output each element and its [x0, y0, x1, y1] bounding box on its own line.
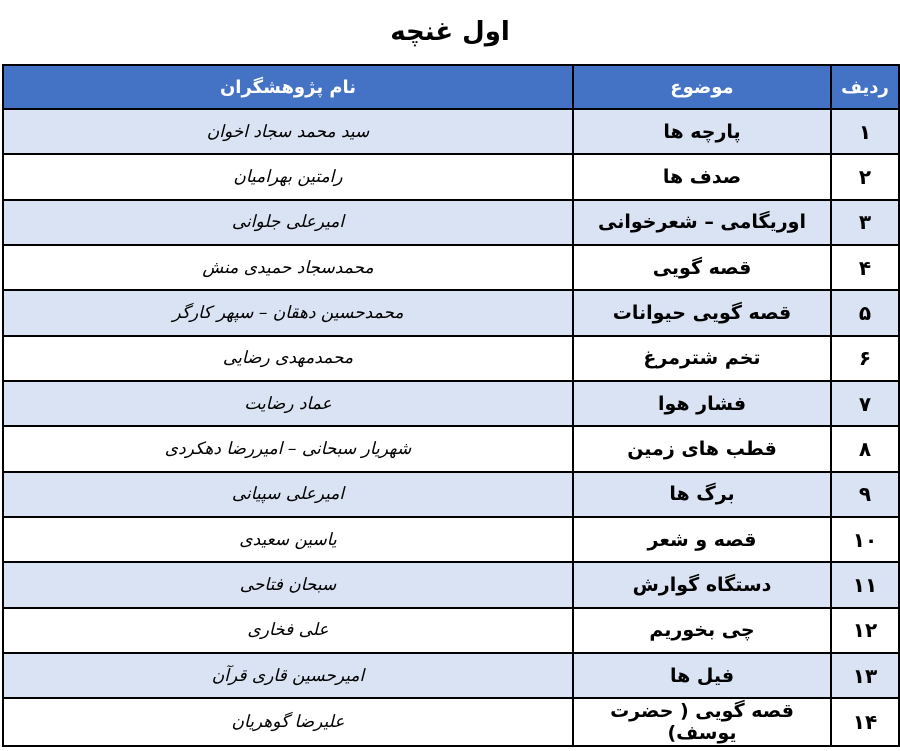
row-topic: تخم شترمرغ — [573, 336, 831, 381]
row-number: ۱۲ — [831, 608, 899, 653]
row-topic: چی بخوریم — [573, 608, 831, 653]
row-topic: قطب های زمین — [573, 426, 831, 471]
row-researchers: علیرضا گوهریان — [3, 698, 573, 746]
header-row-number: ردیف — [831, 65, 899, 109]
table-row — [3, 426, 899, 471]
table-row — [3, 245, 899, 290]
table-row — [3, 517, 899, 562]
row-topic: برگ ها — [573, 472, 831, 517]
row-researchers: محمدحسین دهقان – سپهر کارگر — [3, 290, 573, 335]
row-number: ۱۰ — [831, 517, 899, 562]
table-row — [3, 381, 899, 426]
table-row — [3, 200, 899, 245]
row-researchers: سید محمد سجاد اخوان — [3, 109, 573, 154]
row-topic: فیل ها — [573, 653, 831, 698]
row-researchers: محمدسجاد حمیدی منش — [3, 245, 573, 290]
row-researchers: شهریار سبحانی – امیررضا دهکردی — [3, 426, 573, 471]
researchers-table — [2, 64, 900, 747]
row-number: ۵ — [831, 290, 899, 335]
row-number: ۷ — [831, 381, 899, 426]
table-row — [3, 653, 899, 698]
table-body — [3, 109, 899, 746]
header-topic: موضوع — [573, 65, 831, 109]
row-researchers: محمدمهدی رضایی — [3, 336, 573, 381]
row-topic: اوریگامی – شعرخوانی — [573, 200, 831, 245]
header-researchers: نام پژوهشگران — [3, 65, 573, 109]
table-row — [3, 109, 899, 154]
row-researchers: امیرعلی جلوانی — [3, 200, 573, 245]
table-header-row — [3, 65, 899, 109]
row-number: ۲ — [831, 154, 899, 199]
row-number: ۱ — [831, 109, 899, 154]
table-row — [3, 698, 899, 746]
table-row — [3, 336, 899, 381]
row-topic: قصه گویی حیوانات — [573, 290, 831, 335]
table-row — [3, 562, 899, 607]
row-researchers: عماد رضایت — [3, 381, 573, 426]
row-researchers: امیرحسین قاری قرآن — [3, 653, 573, 698]
row-number: ۱۴ — [831, 698, 899, 746]
table-row — [3, 154, 899, 199]
row-topic: فشار هوا — [573, 381, 831, 426]
row-number: ۳ — [831, 200, 899, 245]
row-number: ۶ — [831, 336, 899, 381]
page-title: اول غنچه — [390, 17, 510, 47]
row-topic: دستگاه گوارش — [573, 562, 831, 607]
row-researchers: امیرعلی سپیانی — [3, 472, 573, 517]
table-row — [3, 608, 899, 653]
row-researchers: علی فخاری — [3, 608, 573, 653]
row-number: ۸ — [831, 426, 899, 471]
row-number: ۱۳ — [831, 653, 899, 698]
row-number: ۱۱ — [831, 562, 899, 607]
row-topic: قصه و شعر — [573, 517, 831, 562]
row-topic: پارچه ها — [573, 109, 831, 154]
row-number: ۹ — [831, 472, 899, 517]
row-topic: صدف ها — [573, 154, 831, 199]
row-researchers: سبحان فتاحی — [3, 562, 573, 607]
row-number: ۴ — [831, 245, 899, 290]
row-topic: قصه گویی — [573, 245, 831, 290]
row-researchers: رامتین بهرامیان — [3, 154, 573, 199]
row-researchers: یاسین سعیدی — [3, 517, 573, 562]
table-row — [3, 472, 899, 517]
row-topic: قصه گویی ( حضرت یوسف) — [573, 698, 831, 746]
table-row — [3, 290, 899, 335]
